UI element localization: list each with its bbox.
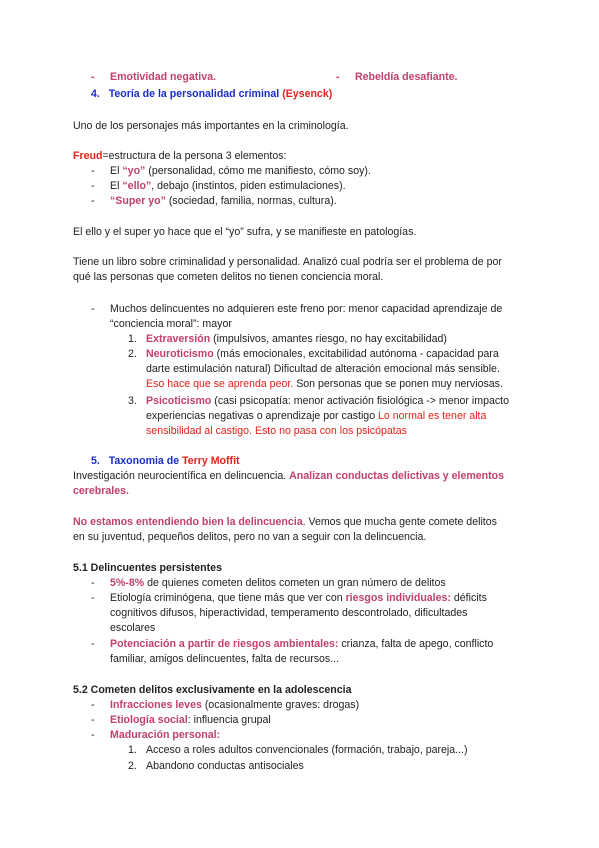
intro-paragraph: Uno de los personajes más importantes en la criminología. xyxy=(73,120,349,132)
trait-neuroticismo: Neuroticismo (más emocionales, excitabilidad autónoma - capacidad para xyxy=(146,348,499,360)
section-title: Teoría de la personalidad criminal xyxy=(108,88,280,100)
trait-neuroticismo-line: darte estimulación natural) Dificultad de alteración emocional más sensible. xyxy=(146,363,500,375)
list-number: 2. xyxy=(128,348,137,360)
item-emotividad: Emotividad negativa. xyxy=(110,71,216,83)
list-number: 1. xyxy=(128,333,137,345)
persistentes-item: Potenciación a partir de riesgos ambientales: crianza, falta de apego, conflicto xyxy=(110,638,494,650)
maduracion-subitem: Acceso a roles adultos convencionales (formación, trabajo, pareja...) xyxy=(146,744,468,756)
trait-neuroticismo-line: Eso hace que se aprenda peor. Son personas que se ponen muy nerviosas. xyxy=(146,378,503,390)
freud-line xyxy=(73,149,286,163)
persistentes-item: Etiología criminógena, que tiene más que ver con riesgos individuales: déficits xyxy=(110,592,487,604)
term-yo: “yo” xyxy=(122,165,146,177)
section-author: (Eysenck) xyxy=(282,88,333,100)
trait-psicoticismo-line: experiencias negativas o aprendizaje por castigo Lo normal es tener alta xyxy=(146,410,487,422)
dash-marker: - xyxy=(91,729,95,741)
dash-marker: - xyxy=(91,638,95,650)
ello-paragraph: El ello y el super yo hace que el “yo” sufra, y se manifieste en patologías. xyxy=(73,226,417,238)
maduracion-subitem: Abandono conductas antisociales xyxy=(146,760,304,772)
noestamos-paragraph-line: en su juventud, pequeños delitos, pero no van a seguir con la delincuencia. xyxy=(73,531,427,543)
section-5-intro-line: cerebrales. xyxy=(73,485,129,497)
freud-text: =estructura de la persona 3 elementos: xyxy=(102,150,287,162)
noestamos-paragraph: No estamos entendiendo bien la delincuencia. Vemos que mucha gente comete delitos xyxy=(73,516,497,528)
section-5-intro: Investigación neurocientífica en delincuencia. Analizan conductas delictivas y elementos xyxy=(73,470,505,482)
dash-marker: - xyxy=(91,714,95,726)
freud-item: “Super yo” (sociedad, familia, normas, cultura). xyxy=(110,195,337,207)
book-paragraph-line: qué las personas que cometen delitos no tienen conciencia moral. xyxy=(73,271,384,283)
persistentes-item: 5%-8% de quienes cometen delitos cometen un gran número de delitos xyxy=(110,577,446,589)
dash-marker: - xyxy=(91,303,95,315)
book-paragraph-line: Tiene un libro sobre criminalidad y personalidad. Analizó cual podría ser el problema de por xyxy=(73,256,502,268)
term-super-yo: “Super yo” xyxy=(110,195,166,207)
muchos-line: “conciencia moral”: mayor xyxy=(110,318,232,330)
persistentes-item-line: cognitivos difusos, hiperactividad, temperamento descontrolado, dificultades xyxy=(110,607,468,619)
adolescencia-item: Infracciones leves (ocasionalmente graves: drogas) xyxy=(110,699,360,711)
list-number: 2. xyxy=(128,760,137,772)
dash-marker: - xyxy=(91,180,95,192)
subsection-5-1-title: 5.1 Delincuentes persistentes xyxy=(73,562,222,574)
dash-marker: - xyxy=(336,71,340,83)
trait-extraversion: Extraversión (impulsivos, amantes riesgo, no hay excitabilidad) xyxy=(146,333,447,345)
dash-marker: - xyxy=(91,699,95,711)
freud-item: El “yo” (personalidad, cómo me manifiesto, cómo soy). xyxy=(110,165,371,177)
dash-marker: - xyxy=(91,71,95,83)
trait-psicoticismo-line: sensibilidad al castigo. Esto no pasa con los psicópatas xyxy=(146,425,407,437)
freud-item: El “ello”, debajo (instintos, piden estimulaciones). xyxy=(110,180,346,192)
subsection-5-2-title: 5.2 Cometen delitos exclusivamente en la adolescencia xyxy=(73,684,352,696)
dash-marker: - xyxy=(91,577,95,589)
adolescencia-item: Etiología social: influencia grupal xyxy=(110,714,271,726)
dash-marker: - xyxy=(91,165,95,177)
dash-marker: - xyxy=(91,195,95,207)
muchos-line: Muchos delincuentes no adquieren este freno por: menor capacidad aprendizaje de xyxy=(110,303,503,315)
term-ello: “ello” xyxy=(122,180,152,192)
item-rebeldia: Rebeldía desafiante. xyxy=(355,71,458,83)
list-number: 1. xyxy=(128,744,137,756)
trait-psicoticismo: Psicoticismo (casi psicopatía: menor activación fisiológica -> menor impacto xyxy=(146,395,509,407)
section-number: 4. xyxy=(91,88,100,100)
persistentes-item-line: escolares xyxy=(110,622,156,634)
section-4-heading xyxy=(91,87,332,101)
freud-name: Freud xyxy=(73,150,103,162)
adolescencia-item: Maduración personal: xyxy=(110,729,221,741)
list-number: 3. xyxy=(128,395,137,407)
persistentes-item-line: familiar, amigos delincuentes, falta de recursos... xyxy=(110,653,340,665)
dash-marker: - xyxy=(91,592,95,604)
section-5-heading: 5. Taxonomia de Terry Moffit xyxy=(91,455,240,467)
